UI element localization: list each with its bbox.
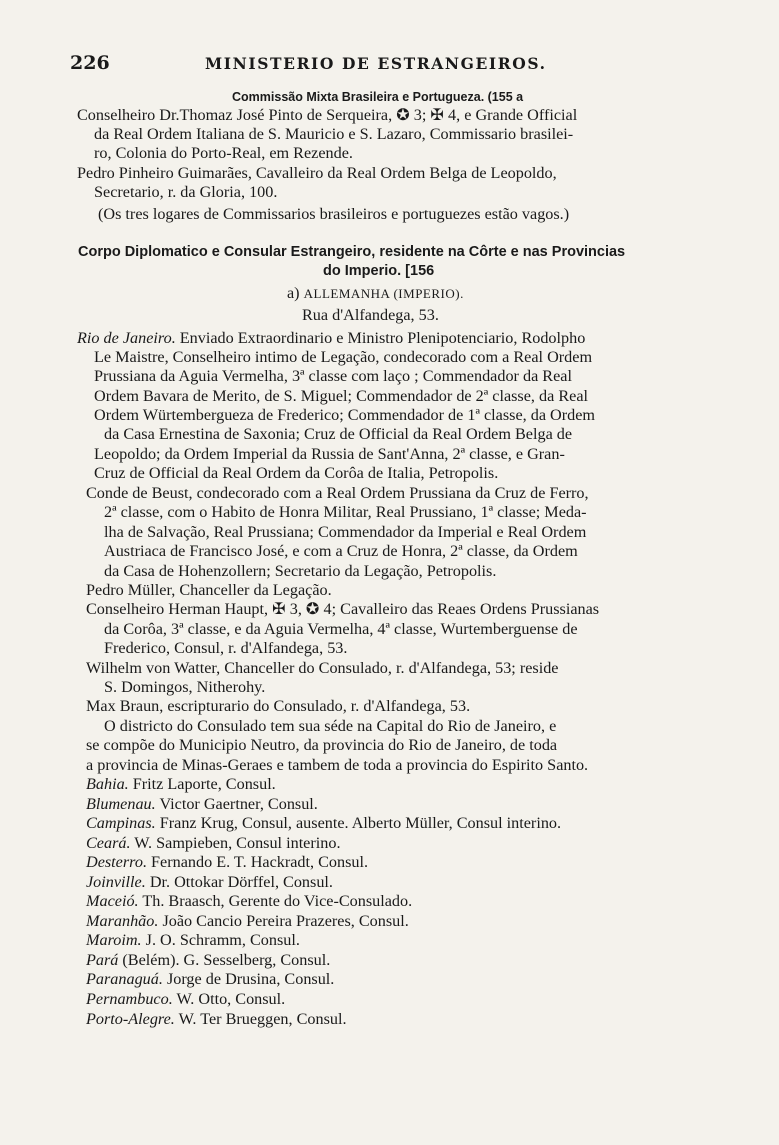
consulate-line: Wilhelm von Watter, Chanceller do Consulado, r. d'Alfandega, 53; reside <box>86 659 559 677</box>
consulate-entry: Pernambuco. W. Otto, Consul. <box>86 990 286 1008</box>
district-line: se compõe do Municipio Neutro, da provincia do Rio de Janeiro, de toda <box>86 736 558 754</box>
place-name: Maranhão. <box>86 912 159 930</box>
consulate-entry: Maranhão. João Cancio Pereira Prazeres, Consul. <box>86 912 409 930</box>
commission-line: da Real Ordem Italiana de S. Mauricio e S. Lazaro, Commissario brasilei- <box>94 125 574 143</box>
legation-text: Enviado Extraordinario e Ministro Plenipotenciario, Rodolpho <box>175 329 586 347</box>
place-name: Rio de Janeiro. <box>77 329 176 347</box>
legation-line: 2ª classe, com o Habito de Honra Militar, Real Prussiano, 1ª classe; Meda- <box>104 503 587 521</box>
place-name: Joinville. <box>86 873 146 891</box>
legation-line <box>77 329 585 348</box>
place-name: Pará <box>86 951 119 969</box>
place-name: Desterro. <box>86 853 147 871</box>
section-title <box>287 284 464 303</box>
consulate-entry: Maroim. J. O. Schramm, Consul. <box>86 931 300 949</box>
place-name: Maroim. <box>86 931 142 949</box>
consulate-entry: Campinas. Franz Krug, Consul, ausente. Alberto Müller, Consul interino. <box>86 814 562 832</box>
consulate-entry: Bahia. Fritz Laporte, Consul. <box>86 775 276 793</box>
running-title: MINISTERIO DE ESTRANGEIROS. <box>205 54 547 73</box>
legation-line: da Casa Ernestina de Saxonia; Cruz de Official da Real Ordem Belga de <box>104 425 573 443</box>
consulate-line: Frederico, Consul, r. d'Alfandega, 53. <box>104 639 348 657</box>
consulate-entry: Ceará. W. Sampieben, Consul interino. <box>86 834 341 852</box>
commission-subtitle: Commissão Mixta Brasileira e Portugueza. (155 a <box>232 90 524 104</box>
commission-line: Secretario, r. da Gloria, 100. <box>94 183 278 201</box>
consulate-line: da Corôa, 3ª classe, e da Aguia Vermelha, 4ª classe, Wurtemberguense de <box>104 620 578 638</box>
section-country: ALLEMANHA (IMPERIO). <box>303 286 464 301</box>
consulate-line: Conselheiro Herman Haupt, ✠ 3, ✪ 4; Cavalleiro das Reaes Ordens Prussianas <box>86 600 600 618</box>
consulate-entry: Maceió. Th. Braasch, Gerente do Vice-Consulado. <box>86 892 413 910</box>
consulate-line: S. Domingos, Nitherohy. <box>104 678 266 696</box>
legation-line: lha de Salvação, Real Prussiana; Commendador da Imperial e Real Ordem <box>104 523 587 541</box>
section-address: Rua d'Alfandega, 53. <box>302 306 439 324</box>
place-name: Maceió. <box>86 892 139 910</box>
district-line: O districto do Consulado tem sua séde na Capital do Rio de Janeiro, e <box>104 717 557 735</box>
corps-heading-cont: do Imperio. [156 <box>323 263 435 279</box>
place-name: Ceará. <box>86 834 131 852</box>
place-name: Bahia. <box>86 775 129 793</box>
consulate-entry: Paranaguá. Jorge de Drusina, Consul. <box>86 970 335 988</box>
legation-line: Leopoldo; da Ordem Imperial da Russia de Sant'Anna, 2ª classe, e Gran- <box>94 445 565 463</box>
legation-line: Prussiana da Aguia Vermelha, 3ª classe com laço ; Commendador da Real <box>94 367 572 385</box>
legation-line: Austriaca de Francisco José, e com a Cruz de Honra, 2ª classe, da Ordem <box>104 542 578 560</box>
consulate-entry: Blumenau. Victor Gaertner, Consul. <box>86 795 318 813</box>
consulate-entry: Desterro. Fernando E. T. Hackradt, Consul. <box>86 853 369 871</box>
commission-line: ro, Colonia do Porto-Real, em Rezende. <box>94 144 353 162</box>
page-number: 226 <box>70 52 110 74</box>
place-name: Campinas. <box>86 814 156 832</box>
legation-line: Pedro Müller, Chanceller da Legação. <box>86 581 332 599</box>
consulate-entry: Joinville. Dr. Ottokar Dörffel, Consul. <box>86 873 333 891</box>
legation-line: Cruz de Official da Real Ordem da Corôa de Italia, Petropolis. <box>94 464 499 482</box>
place-name: Blumenau. <box>86 795 156 813</box>
legation-line: Conde de Beust, condecorado com a Real Ordem Prussiana da Cruz de Ferro, <box>86 484 589 502</box>
place-name: Paranaguá. <box>86 970 163 988</box>
district-line: a provincia de Minas-Geraes e tambem de toda a provincia do Espirito Santo. <box>86 756 589 774</box>
commission-note: (Os tres logares de Commissarios brasileiros e portuguezes estão vagos.) <box>98 205 570 223</box>
place-name: Pernambuco. <box>86 990 173 1008</box>
place-name: Porto-Alegre. <box>86 1010 175 1028</box>
consulate-entry: Porto-Alegre. W. Ter Brueggen, Consul. <box>86 1010 347 1028</box>
legation-line: Le Maistre, Conselheiro intimo de Legação, condecorado com a Real Ordem <box>94 348 593 366</box>
legation-line: Ordem Würtembergueza de Frederico; Commendador de 1ª classe, da Ordem <box>94 406 596 424</box>
commission-line: Pedro Pinheiro Guimarães, Cavalleiro da Real Ordem Belga de Leopoldo, <box>77 164 557 182</box>
commission-line: Conselheiro Dr.Thomaz José Pinto de Serqueira, ✪ 3; ✠ 4, e Grande Official <box>77 106 578 124</box>
legation-line: Ordem Bavara de Merito, de S. Miguel; Commendador de 2ª classe, da Real <box>94 387 589 405</box>
consulate-line: Max Braun, escripturario do Consulado, r. d'Alfandega, 53. <box>86 697 471 715</box>
legation-line: da Casa de Hohenzollern; Secretario da Legação, Petropolis. <box>104 562 497 580</box>
corps-heading: Corpo Diplomatico e Consular Estrangeiro, residente na Côrte e nas Provincias <box>78 244 626 260</box>
section-prefix: a) <box>287 284 300 302</box>
consulate-entry: Pará (Belém). G. Sesselberg, Consul. <box>86 951 331 969</box>
